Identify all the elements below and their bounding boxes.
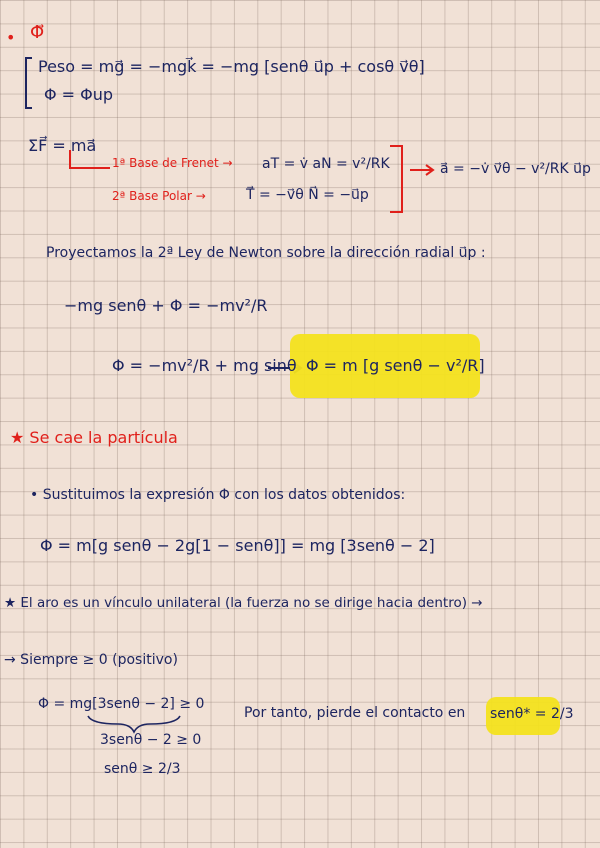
final-answer: senθ* = 2/3 xyxy=(490,706,574,722)
phi-equation: Φ = Φup xyxy=(44,85,114,104)
phi-symbol: Φ⃗ xyxy=(30,22,45,43)
newton-law: ΣF⃗ = ma⃗ xyxy=(28,136,97,155)
radial-eq2: Φ = −mv²/R + mg sinθ xyxy=(112,356,297,375)
polar-label: 2ª Base Polar → xyxy=(112,189,206,203)
unilateral-text: ★ El aro es un vínculo unilateral (la fuerza no se dirige hacia dentro) → xyxy=(4,595,483,611)
frenet-eq: aT = v̇ aN = v²/RK xyxy=(262,156,390,172)
substituted-eq: Φ = m[g senθ − 2g[1 − senθ]] = mg [3senθ − 2] xyxy=(40,536,435,555)
always-positive: → Siempre ≥ 0 (positivo) xyxy=(4,652,178,668)
polar-eq: T⃗ = −v⃗θ N⃗ = −u⃗p xyxy=(246,187,369,203)
peso-equation: Peso = mg⃗ = −mgk⃗ = −mg [senθ u⃗p + cosθ v⃗θ] xyxy=(38,57,425,76)
fall-heading: ★ Se cae la partícula xyxy=(10,428,178,447)
bullet: • xyxy=(6,28,16,47)
project-text: Proyectamos la 2ª Ley de Newton sobre la dirección radial u⃗p : xyxy=(46,245,486,261)
result-eq: Φ = m [g senθ − v²/R] xyxy=(306,356,485,375)
inequality-1: Φ = mg[3senθ − 2] ≥ 0 xyxy=(38,696,205,712)
accel-eq: a⃗ = −v̇ v⃗θ − v²/RK u⃗p xyxy=(440,161,591,177)
substitute-text: • Sustituimos la expresión Φ con los datos obtenidos: xyxy=(30,487,406,503)
radial-eq1: −mg senθ + Φ = −mv²/R xyxy=(64,296,268,315)
frenet-label: 1ª Base de Frenet → xyxy=(112,156,233,170)
inequality-3: senθ ≥ 2/3 xyxy=(104,761,181,777)
conclusion-text: Por tanto, pierde el contacto en xyxy=(244,705,466,721)
inequality-2: 3senθ − 2 ≥ 0 xyxy=(100,732,202,748)
